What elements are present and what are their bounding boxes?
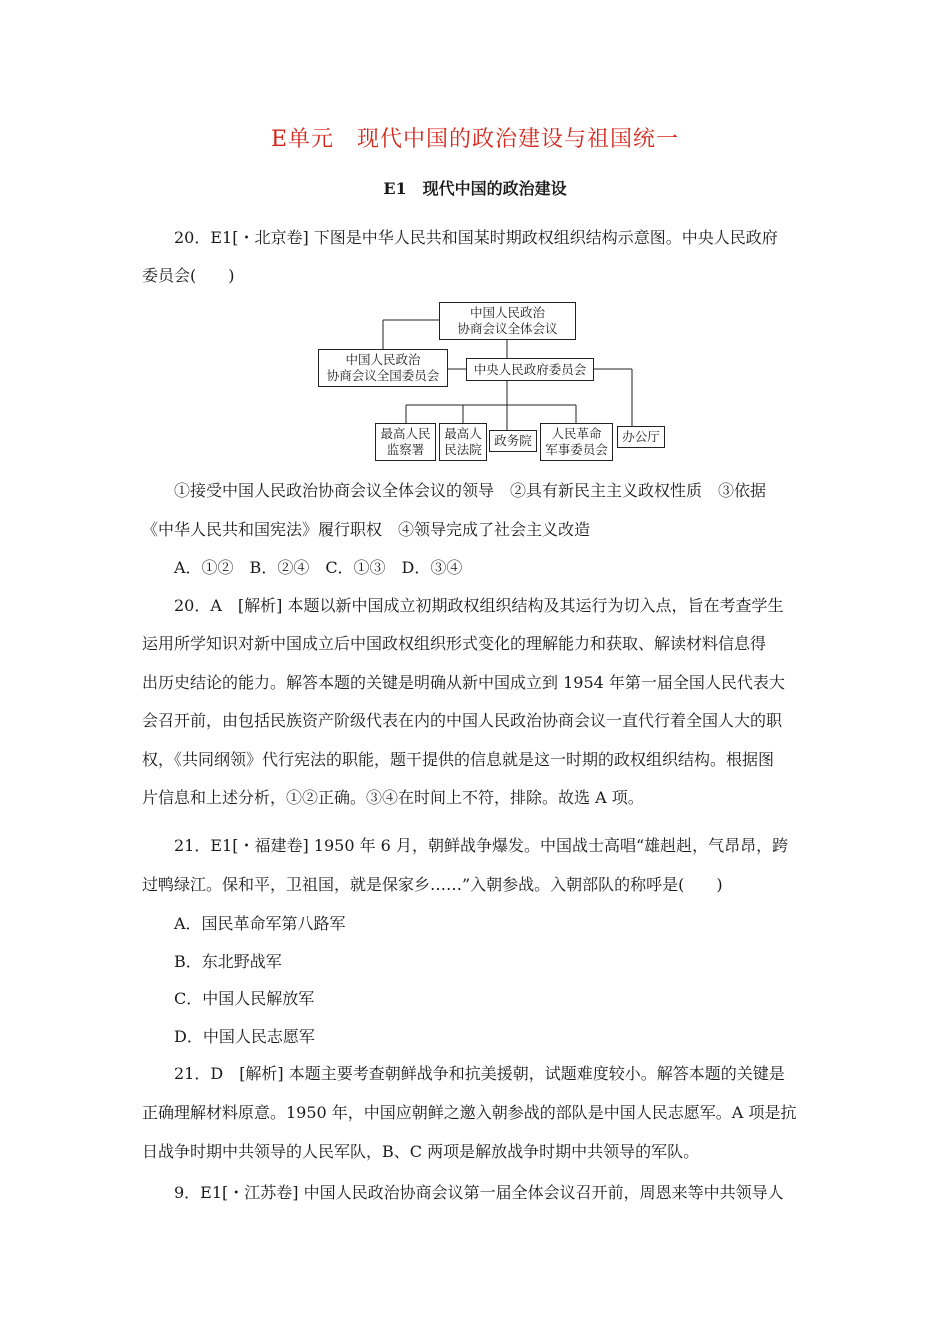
q20-answer-line5: 权，《共同纲领》代行宪法的职能，题干提供的信息就是这一时期的政权组织结构。根据图 [142,750,775,769]
q20-answer-line4: 会召开前，由包括民族资产阶级代表在内的中国人民政治协商会议一直代行着全国人大的职 [142,711,783,730]
military-commission-box [540,423,613,461]
q20-answer-line3: 出历史结论的能力。解答本题的关键是明确从新中国成立到 1954 年第一届全国人民代表大 [142,673,785,692]
q21-option-c: C．中国人民解放军 [174,989,315,1008]
general-office-label: 办公厅 [622,429,660,444]
cppcc-national-committee-box [318,349,448,387]
general-office-box [617,426,665,448]
q9-stem-line1: 9．E1[・江苏卷] 中国人民政治协商会议第一届全体会议召开前，周恩来等中共领导人 [174,1183,784,1202]
q20-stem-line2: 委员会( ) [142,266,235,285]
q21-stem-line1: 21．E1[・福建卷] 1950 年 6 月，朝鲜战争爆发。中国战士高唱“雄赳赳，气昂昂，跨 [174,836,789,855]
q20-answer-line1: 20．A [解析] 本题以新中国成立初期政权组织结构及其运行为切入点，旨在考查学生 [174,596,784,615]
q21-option-a: A．国民革命军第八路军 [174,914,346,933]
unit-title: E单元 现代中国的政治建设与祖国统一 [270,127,680,152]
q20-answer-line6: 片信息和上述分析，①②正确。③④在时间上不符，排除。故选 A 项。 [142,788,644,807]
supreme-court-label-2: 民法院 [444,442,482,457]
procuratorate-label-2: 监察署 [386,442,425,457]
procuratorate-box [375,423,436,461]
cppcc-plenary-label-2: 协商会议全体会议 [457,321,558,336]
government-council-label: 政务院 [494,433,532,448]
procuratorate-label-1: 最高人民 [380,426,431,441]
q21-answer-line2: 正确理解材料原意。1950 年，中国应朝鲜之邀入朝参战的部队是中国人民志愿军。A 项是抗 [142,1103,797,1122]
q20-choices: A．①② B．②④ C．①③ D．③④ [174,558,463,577]
central-government-label: 中央人民政府委员会 [473,361,587,377]
cppcc-plenary-label-1: 中国人民政治 [469,305,545,320]
q21-answer-line1: 21．D [解析] 本题主要考查朝鲜战争和抗美援朝，试题难度较小。解答本题的关键是 [174,1064,785,1083]
military-commission-label-2: 军事委员会 [545,442,608,457]
cppcc-national-label-2: 协商会议全国委员会 [326,368,440,383]
q21-stem-line2: 过鸭绿江。保和平，卫祖国，就是保家乡……”入朝参战。入朝部队的称呼是( ) [142,875,723,894]
q20-options-line1: ①接受中国人民政治协商会议全体会议的领导 ②具有新民主主义政权性质 ③依据 [174,481,767,500]
q20-answer-line2: 运用所学知识对新中国成立后中国政权组织形式变化的理解能力和获取、解读材料信息得 [142,634,767,653]
q21-option-d: D．中国人民志愿军 [174,1027,315,1046]
supreme-court-label-1: 最高人 [444,426,482,441]
supreme-court-box [439,423,487,461]
central-government-box [466,358,594,381]
government-council-box [489,430,537,452]
section-title: E1 现代中国的政治建设 [383,179,567,198]
cppcc-national-label-1: 中国人民政治 [345,352,421,367]
q21-option-b: B．东北野战军 [174,952,282,971]
military-commission-label-1: 人民革命 [551,426,602,441]
q20-options-line2: 《中华人民共和国宪法》履行职权 ④领导完成了社会主义改造 [142,520,591,539]
q21-answer-line3: 日战争时期中共领导的人民军队，B、C 两项是解放战争时期中共领导的军队。 [142,1142,700,1161]
q20-stem-line1: 20．E1[・北京卷] 下图是中华人民共和国某时期政权组织结构示意图。中央人民政府 [174,228,778,247]
cppcc-plenary-box [439,302,576,340]
